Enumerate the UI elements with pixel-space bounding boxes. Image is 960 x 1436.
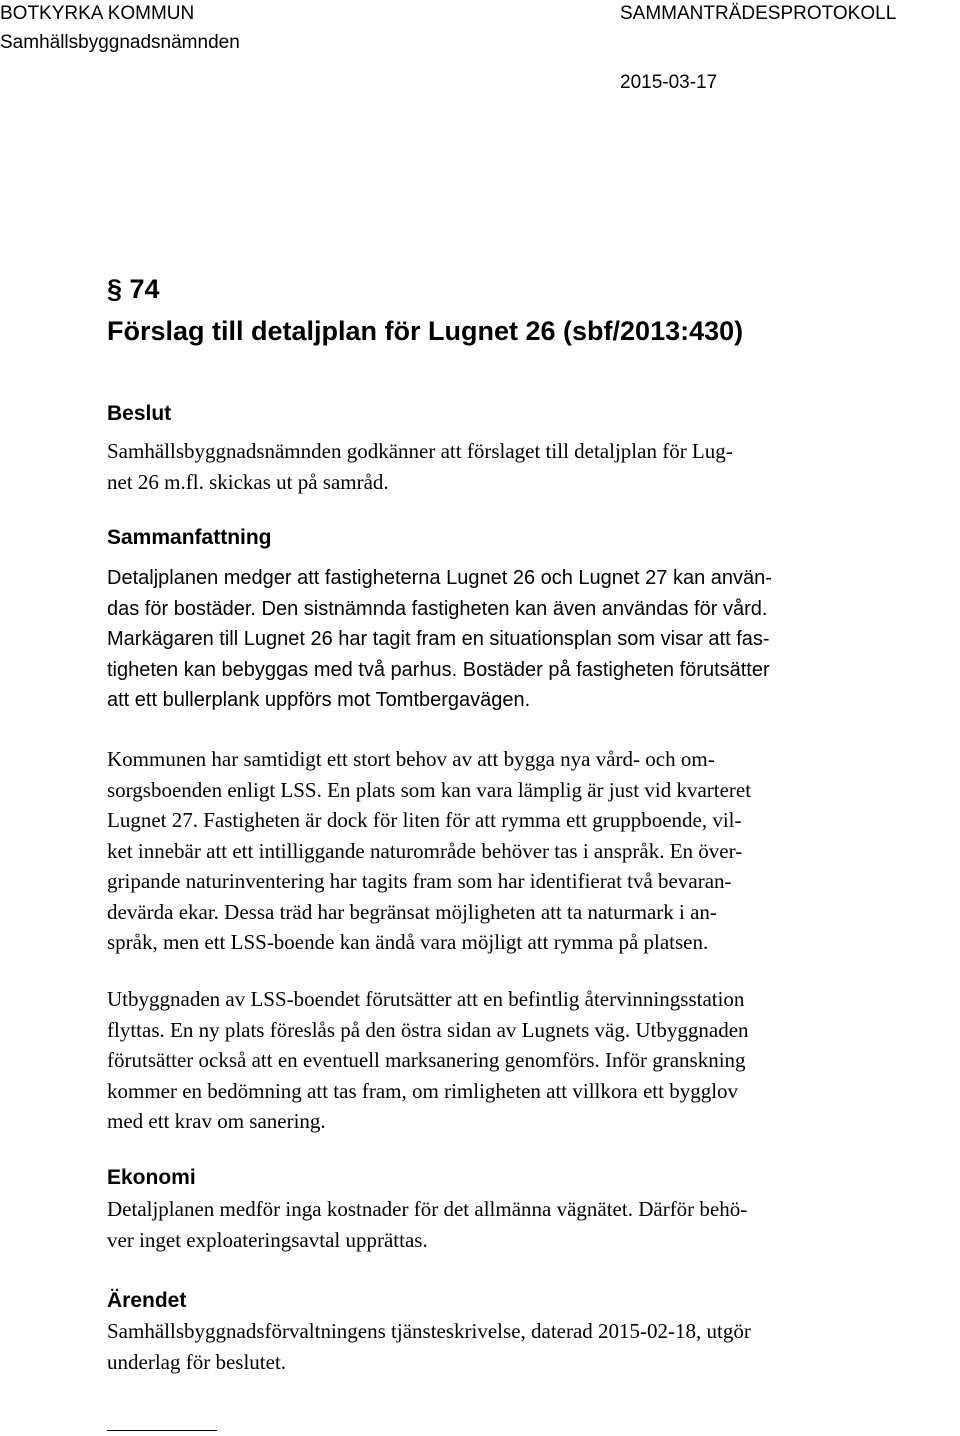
text-line: flyttas. En ny plats föreslås på den östra sidan av Lugnets väg. Utbyggnaden (107, 1017, 749, 1042)
arendet-heading: Ärendet (107, 1289, 187, 1312)
text-line: Samhällsbyggnadsförvaltningens tjänsteskrivelse, daterad 2015-02-18, utgör (107, 1319, 751, 1343)
text-line: Detaljplanen medför inga kostnader för det allmänna vägnätet. Därför behö- (107, 1197, 748, 1221)
text-line: språk, men ett LSS-boende kan ändå vara möjligt att rymma på platsen. (107, 930, 709, 954)
text-line: Markägaren till Lugnet 26 har tagit fram en situationsplan som visar att fas- (107, 628, 770, 650)
text-line: gripande naturinventering har tagits fram som har identifierat två bevaran- (107, 869, 732, 893)
text-line: med ett krav om sanering. (107, 1109, 326, 1133)
meeting-date: 2015-03-17 (620, 72, 718, 93)
page-title: Förslag till detaljplan för Lugnet 26 (sbf/2013:430) (107, 316, 744, 346)
text-line: Lugnet 27. Fastigheten är dock för liten för att rymma ett gruppboende, vil- (107, 808, 742, 832)
municipality-name: BOTKYRKA KOMMUN (0, 3, 195, 24)
ekonomi-text (107, 1194, 953, 1255)
sammanfattning-paragraph-3 (107, 984, 953, 1137)
text-line: förutsätter också att en eventuell marksanering genomförs. Inför granskning (107, 1048, 746, 1072)
sammanfattning-heading: Sammanfattning (107, 526, 272, 549)
beslut-text (107, 436, 953, 497)
text-line: sorgsboenden enligt LSS. En plats som kan vara lämplig är just vid kvarteret (107, 777, 752, 802)
text-line: Utbyggnaden av LSS-boendet förutsätter att en befintlig återvinningsstation (107, 987, 745, 1011)
sammanfattning-paragraph-2 (107, 744, 953, 958)
document-type: SAMMANTRÄDESPROTOKOLL (620, 3, 897, 24)
text-line: kommer en bedömning att tas fram, om rimligheten att villkora ett bygglov (107, 1078, 739, 1103)
beslut-line: net 26 m.fl. skickas ut på samråd. (107, 469, 389, 494)
text-line: Kommunen har samtidigt ett stort behov av att bygga nya vård- och om- (107, 747, 715, 771)
committee-name: Samhällsbyggnadsnämnden (0, 32, 240, 53)
text-line: devärda ekar. Dessa träd har begränsat möjligheten att ta naturmark i an- (107, 899, 717, 924)
sammanfattning-paragraph-1 (107, 563, 953, 716)
text-line: underlag för beslutet. (107, 1349, 287, 1374)
text-line: das för bostäder. Den sistnämnda fastigheten kan även användas för vård. (107, 597, 768, 620)
footnote-divider (107, 1430, 217, 1431)
text-line: ket innebär att ett intilliggande naturområde behöver tas i anspråk. En över- (107, 838, 743, 863)
section-number: § 74 (107, 274, 160, 304)
beslut-line: Samhällsbyggnadsnämnden godkänner att förslaget till detaljplan för Lug- (107, 439, 733, 463)
beslut-heading: Beslut (107, 402, 172, 425)
text-line: att ett bullerplank uppförs mot Tomtbergavägen. (107, 689, 531, 711)
text-line: Detaljplanen medger att fastigheterna Lugnet 26 och Lugnet 27 kan använ- (107, 567, 772, 589)
ekonomi-heading: Ekonomi (107, 1166, 196, 1189)
arendet-text (107, 1316, 953, 1377)
text-line: ver inget exploateringsavtal upprättas. (107, 1227, 428, 1252)
text-line: tigheten kan bebyggas med två parhus. Bostäder på fastigheten förutsätter (107, 658, 770, 681)
